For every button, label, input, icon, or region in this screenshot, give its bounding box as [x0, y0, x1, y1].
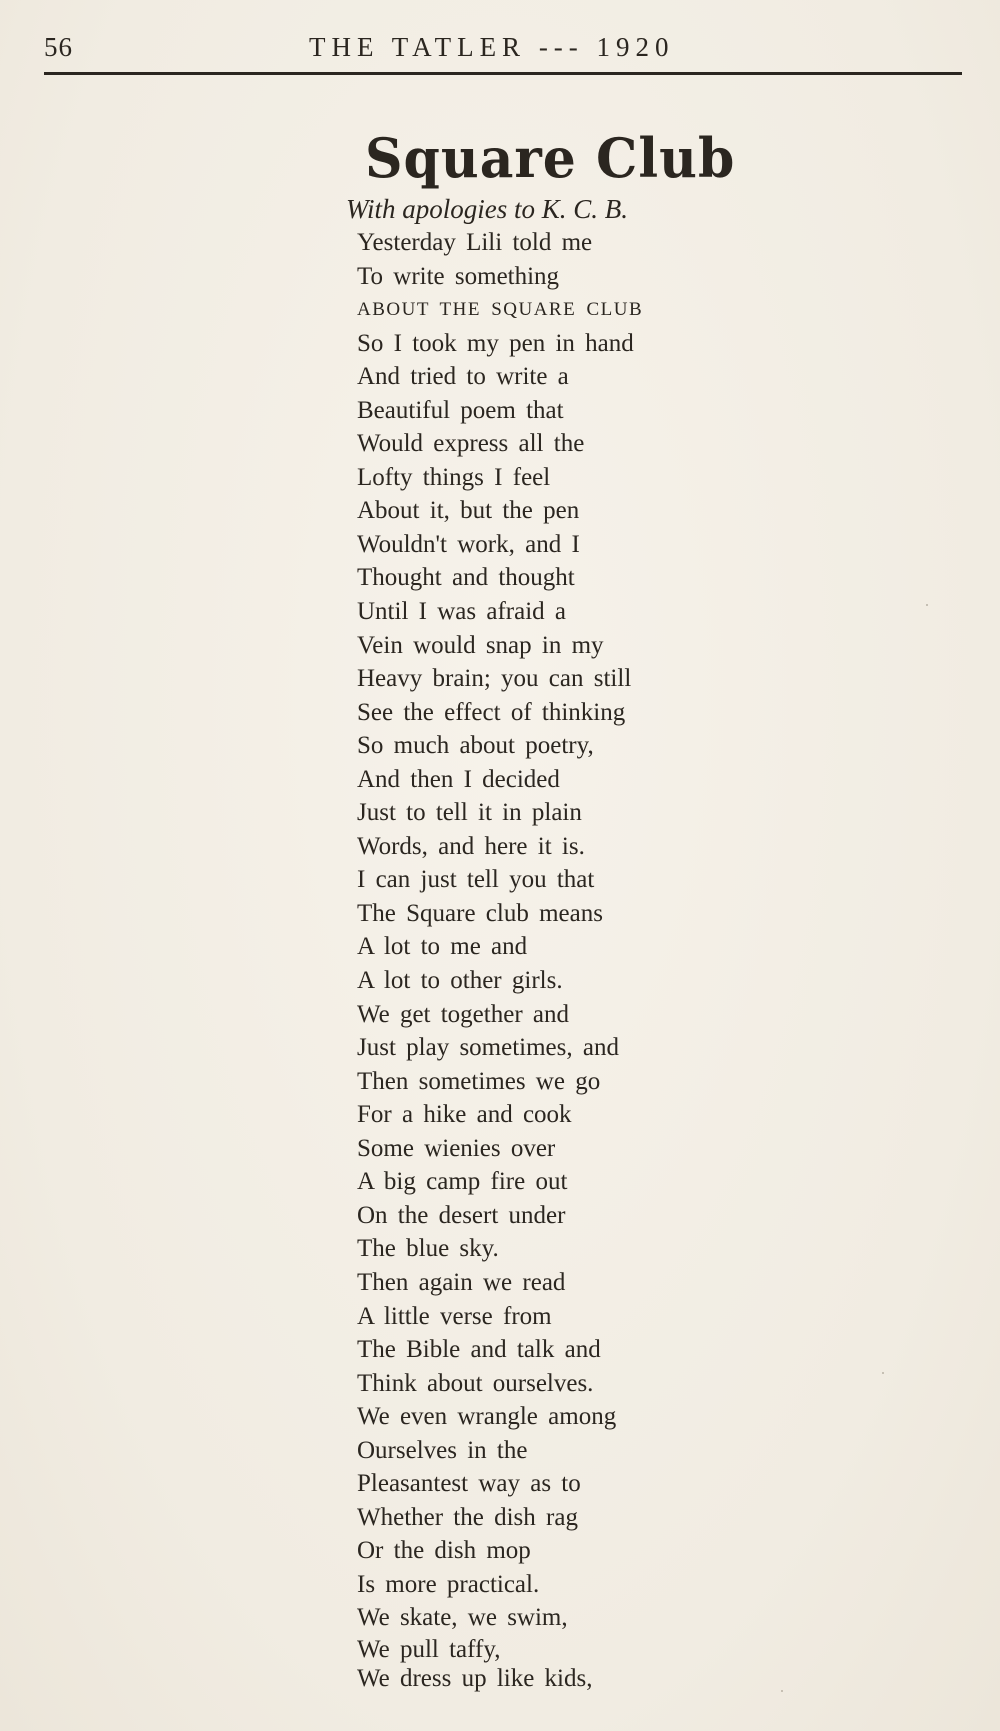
poem-line: Yesterday Lili told me — [357, 229, 593, 256]
poem-line: Think about ourselves. — [357, 1369, 594, 1397]
poem-line: We get together and — [357, 1000, 569, 1028]
poem-line: Heavy brain; you can still — [357, 665, 632, 693]
poem-line: About it, but the pen — [357, 497, 580, 525]
poem-line: See the effect of thinking — [357, 698, 626, 726]
paper-speck — [882, 1372, 884, 1374]
poem-body — [357, 226, 697, 1694]
poem-line: Wouldn't work, and I — [357, 530, 580, 558]
poem-line: ABOUT THE SQUARE CLUB — [357, 299, 644, 321]
poem-line: So much about poetry, — [357, 732, 594, 760]
poem-line: The blue sky. — [357, 1235, 499, 1263]
article-title: Square Club — [365, 126, 736, 191]
poem-line: Vein would snap in my — [357, 631, 604, 659]
dedication: With apologies to K. C. B. — [346, 194, 629, 224]
poem-line: Until I was afraid a — [357, 598, 566, 626]
poem-line: To write something — [357, 262, 560, 290]
page-header — [44, 26, 962, 70]
poem-line: And then I decided — [357, 765, 560, 793]
poem-line: Just to tell it in plain — [357, 799, 582, 827]
poem-line: Then again we read — [357, 1268, 566, 1296]
paper-speck — [781, 1690, 783, 1692]
poem-line: On the desert under — [357, 1201, 566, 1229]
paper-speck — [926, 604, 928, 606]
poem-line: Is more practical. — [357, 1570, 540, 1598]
poem-line: Lofty things I feel — [357, 463, 551, 491]
poem-line: We skate, we swim, — [357, 1604, 568, 1632]
poem-line: We even wrangle among — [357, 1403, 617, 1431]
poem-line: We pull taffy, — [357, 1635, 501, 1663]
header-rule — [44, 72, 962, 75]
poem-line: Then sometimes we go — [357, 1067, 601, 1095]
page-number: 56 — [44, 32, 73, 62]
poem-line: Ourselves in the — [357, 1436, 528, 1464]
poem-line: Thought and thought — [357, 564, 575, 592]
poem-line: A big camp fire out — [357, 1168, 568, 1196]
poem-line: I can just tell you that — [357, 866, 595, 894]
poem-line: A lot to me and — [357, 933, 528, 961]
poem-line: The Bible and talk and — [357, 1336, 601, 1364]
poem-line: A little verse from — [357, 1302, 552, 1330]
poem-line: Or the dish mop — [357, 1537, 531, 1565]
poem-line: So I took my pen in hand — [357, 329, 634, 357]
poem-line: Pleasantest way as to — [357, 1470, 581, 1498]
poem-line: A lot to other girls. — [357, 967, 563, 995]
poem-line: Would express all the — [357, 430, 585, 458]
poem-line: We dress up like kids, — [357, 1665, 593, 1693]
poem-line: Beautiful poem that — [357, 396, 564, 424]
poem-line: Whether the dish rag — [357, 1503, 578, 1531]
poem-line: Words, and here it is. — [357, 832, 585, 860]
poem-line: For a hike and cook — [357, 1101, 572, 1129]
poem-line: The Square club means — [357, 899, 603, 927]
poem-line: And tried to write a — [357, 363, 569, 391]
running-title: THE TATLER --- 1920 — [309, 32, 675, 62]
poem-line: Some wienies over — [357, 1134, 556, 1162]
poem-line: Just play sometimes, and — [357, 1034, 619, 1062]
